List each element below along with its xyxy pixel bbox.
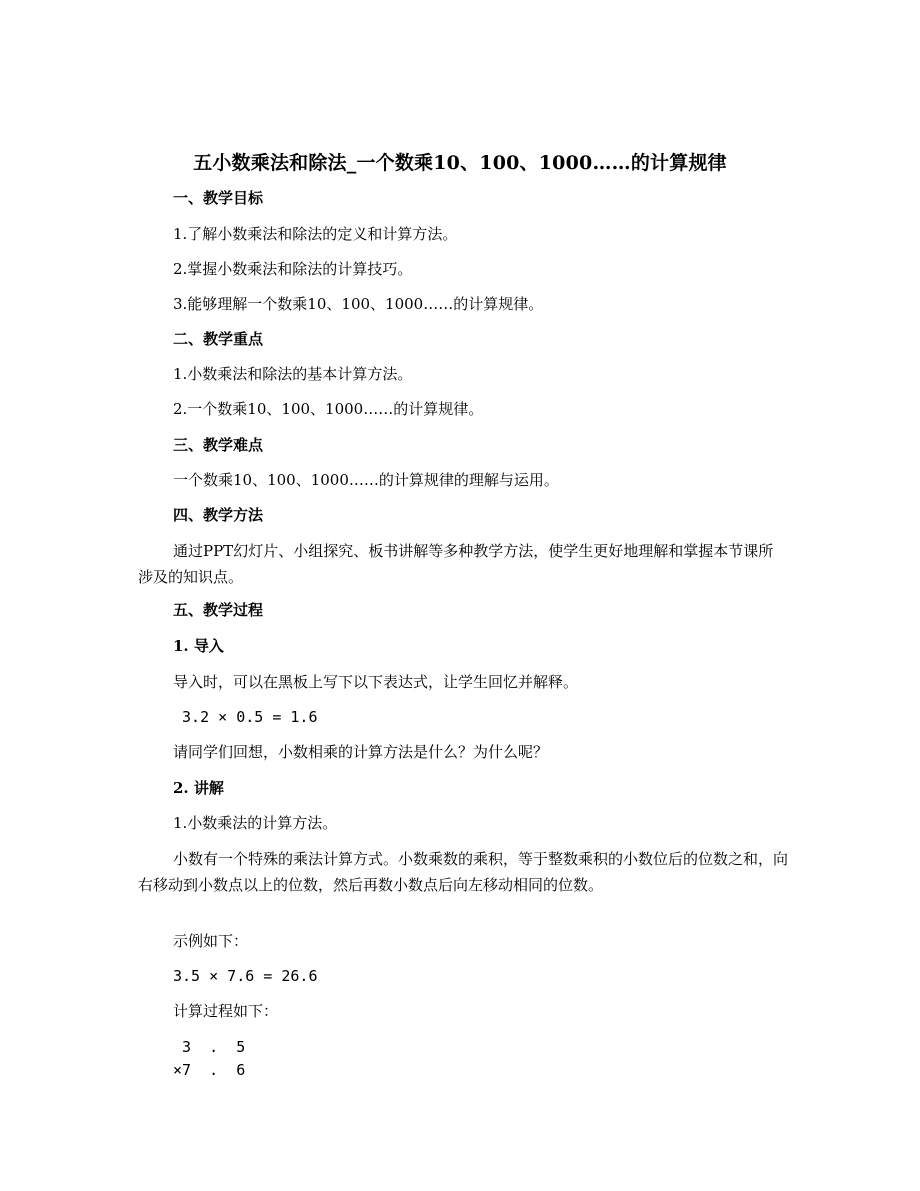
section-heading-focus: 二、教学重点 [173, 330, 264, 348]
intro-question: 请同学们回想，小数相乘的计算方法是什么？为什么呢？ [173, 743, 549, 761]
calc-line-1: 3 . 5 [173, 1038, 246, 1056]
goal-item-2: 2.掌握小数乘法和除法的计算技巧。 [173, 260, 413, 278]
calc-label: 计算过程如下： [173, 1002, 279, 1020]
section-heading-difficulty: 三、教学难点 [173, 436, 264, 454]
goal-item-3: 3.能够理解一个数乘10、100、1000……的计算规律。 [173, 295, 544, 313]
explain-paragraph: 小数有一个特殊的乘法计算方式。小数乘数的乘积，等于整数乘积的小数位后的位数之和，向右移动到小数点以上的位数，然后再数小数点后向左移动相同的位数。 [138, 850, 789, 894]
calc-line-2: ×7 . 6 [173, 1061, 246, 1079]
section-heading-process: 五、教学过程 [173, 601, 264, 619]
example-expression: 3.5 × 7.6 = 26.6 [173, 967, 318, 985]
section-heading-goals: 一、教学目标 [173, 189, 264, 207]
document-title: 五小数乘法和除法_一个数乘10、100、1000……的计算规律 [193, 152, 727, 174]
explain-heading: 2. 讲解 [173, 779, 224, 797]
focus-item-2: 2.一个数乘10、100、1000……的计算规律。 [173, 400, 484, 418]
focus-item-1: 1.小数乘法和除法的基本计算方法。 [173, 365, 413, 383]
intro-heading: 1. 导入 [173, 637, 224, 655]
intro-text: 导入时，可以在黑板上写下以下表达式，让学生回忆并解释。 [173, 673, 579, 691]
goal-item-1: 1.了解小数乘法和除法的定义和计算方法。 [173, 225, 458, 243]
difficulty-text: 一个数乘10、100、1000……的计算规律的理解与运用。 [173, 471, 559, 489]
example-label: 示例如下： [173, 932, 249, 950]
section-heading-method: 四、教学方法 [173, 506, 264, 524]
explain-subheading: 1.小数乘法的计算方法。 [173, 814, 338, 832]
intro-expression: 3.2 × 0.5 = 1.6 [173, 708, 318, 726]
method-paragraph: 通过PPT幻灯片、小组探究、板书讲解等多种教学方法，使学生更好地理解和掌握本节课所涉及的知识点。 [138, 542, 774, 586]
